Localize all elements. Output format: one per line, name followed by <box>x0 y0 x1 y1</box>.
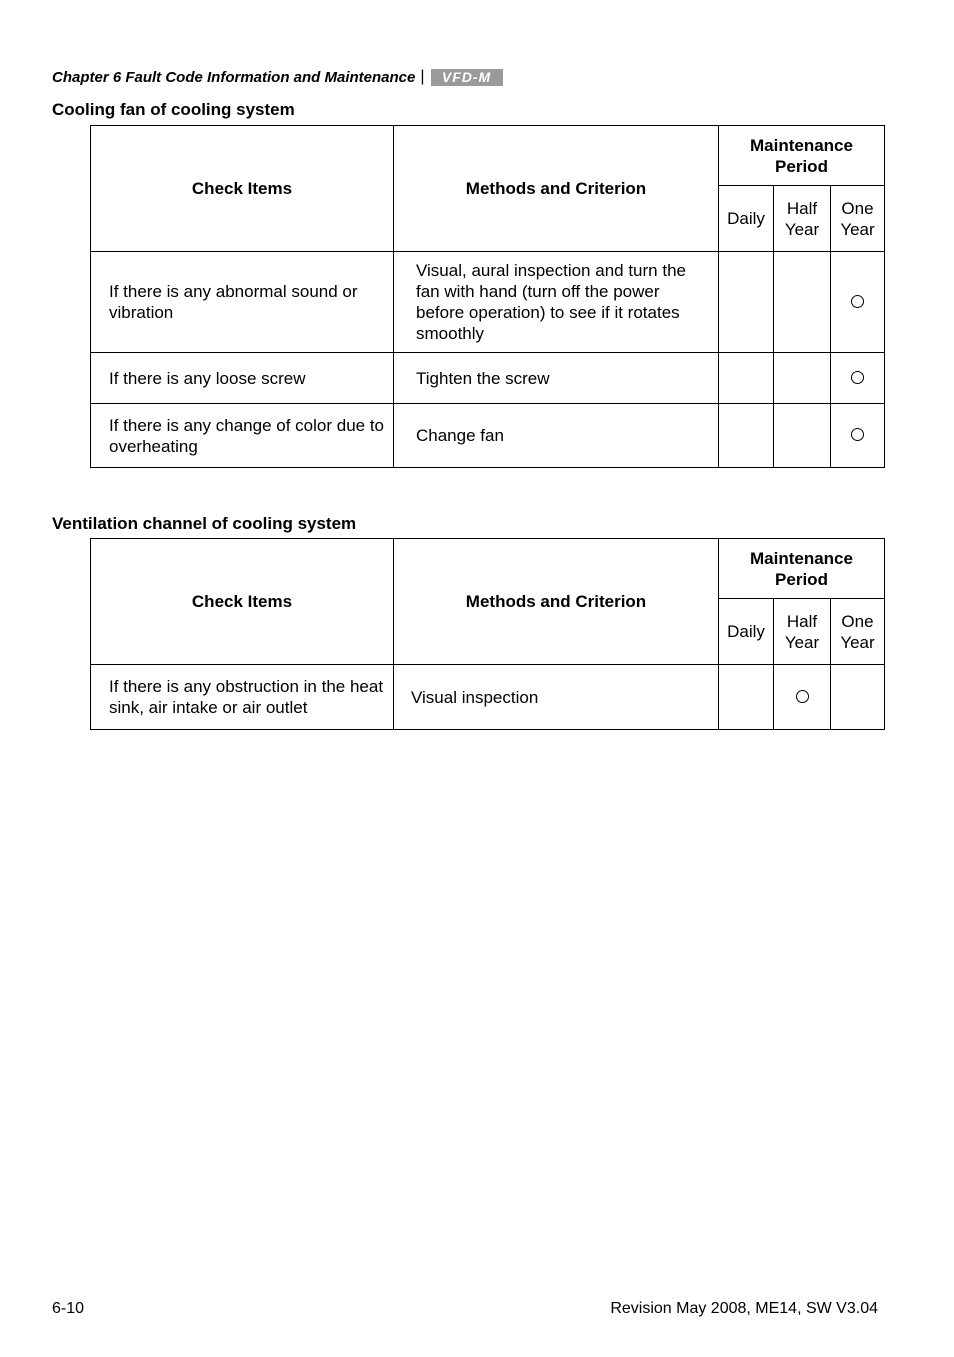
header-one-year: One Year <box>831 599 885 665</box>
one-year-cell <box>831 252 885 353</box>
check-item: If there is any abnormal sound or vibration <box>91 252 394 353</box>
method-criterion: Tighten the screw <box>394 353 719 404</box>
table-row <box>91 665 885 730</box>
header-daily: Daily <box>719 186 774 252</box>
header-methods: Methods and Criterion <box>394 126 719 252</box>
half-year-cell <box>774 404 831 468</box>
half-year-cell <box>774 665 831 730</box>
table-row <box>91 353 885 404</box>
chapter-header <box>52 68 503 86</box>
half-year-cell <box>774 252 831 353</box>
check-item: If there is any change of color due to overheating <box>91 404 394 468</box>
header-maintenance-period: Maintenance Period <box>719 539 885 599</box>
header-separator: | <box>420 68 425 85</box>
table-row <box>91 252 885 353</box>
check-circle-icon <box>796 690 809 703</box>
header-daily: Daily <box>719 599 774 665</box>
one-year-cell <box>831 404 885 468</box>
section-title-ventilation-channel: Ventilation channel of cooling system <box>52 514 357 533</box>
header-check-items: Check Items <box>91 539 394 665</box>
method-criterion: Visual, aural inspection and turn the fan with hand (turn off the power before operation) to see if it rotates smoothly <box>394 252 719 353</box>
section-title-cooling-fan: Cooling fan of cooling system <box>52 100 295 119</box>
cooling-fan-table <box>90 125 885 468</box>
page-number: 6-10 <box>52 1300 85 1317</box>
revision-info: Revision May 2008, ME14, SW V3.04 <box>610 1300 878 1317</box>
header-check-items: Check Items <box>91 126 394 252</box>
header-methods: Methods and Criterion <box>394 539 719 665</box>
check-item: If there is any loose screw <box>91 353 394 404</box>
logo-text: VFD-M <box>441 68 492 85</box>
daily-cell <box>719 252 774 353</box>
half-year-cell <box>774 353 831 404</box>
check-circle-icon <box>851 295 864 308</box>
method-criterion: Change fan <box>394 404 719 468</box>
daily-cell <box>719 353 774 404</box>
check-circle-icon <box>851 428 864 441</box>
header-half-year: Half Year <box>774 186 831 252</box>
ventilation-channel-table <box>90 538 885 730</box>
one-year-cell <box>831 665 885 730</box>
table-row <box>91 404 885 468</box>
header-one-year: One Year <box>831 186 885 252</box>
check-item: If there is any obstruction in the heat sink, air intake or air outlet <box>91 665 394 730</box>
one-year-cell <box>831 353 885 404</box>
daily-cell <box>719 404 774 468</box>
chapter-title: Chapter 6 Fault Code Information and Maintenance <box>52 68 416 86</box>
header-maintenance-period: Maintenance Period <box>719 126 885 186</box>
method-criterion: Visual inspection <box>394 665 719 730</box>
header-half-year: Half Year <box>774 599 831 665</box>
check-circle-icon <box>851 371 864 384</box>
vfd-m-logo <box>431 69 503 86</box>
daily-cell <box>719 665 774 730</box>
